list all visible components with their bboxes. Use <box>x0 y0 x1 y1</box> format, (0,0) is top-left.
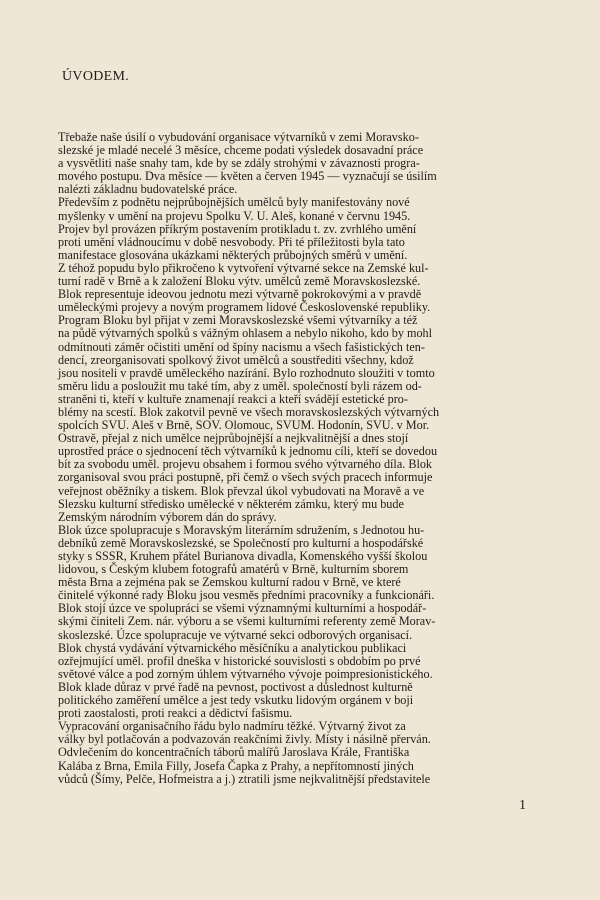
text-line: skými činiteli Zem. nár. výboru a se všemi kulturními referenty země Morav- <box>58 614 436 629</box>
body-text <box>58 131 546 786</box>
text-line: politického zaměření umělce a jest tedy vskutku lidovým orgánem v boji <box>58 693 414 708</box>
text-line: manifestace glosována ukázkami některých průbojných směrů v umění. <box>58 247 408 262</box>
text-line: mového postupu. Dva měsíce — květen a červen 1945 — vyznačují se úsilím <box>58 169 437 184</box>
text-line: veřejnost oběžníky a tiskem. Blok převzal úkol vybudovati na Moravě a ve <box>58 483 425 498</box>
text-line: turní radě v Brně a k založení Bloku výtv. umělců země Moravskoslezské. <box>58 274 421 289</box>
text-line: Ostravě, přejal z nich umělce nejprůbojnější a nejkvalitnější a dnes stojí <box>58 431 409 446</box>
text-line: uprostřed práce o sjednocení těch výtvarníků k jednomu cíli, kteří se dovedou <box>58 444 438 459</box>
text-line: Blok stojí úzce ve spolupráci se všemi významnými kulturními a hospodář- <box>58 601 427 616</box>
text-line: Program Bloku byl přijat v zemi Moravskoslezské všemi výtvarníky a též <box>58 313 418 328</box>
text-line: Blok representuje ideovou jednotu mezi výtvarně pokrokovými a v pravdě <box>58 287 422 302</box>
text-line: Blok chystá vydávání výtvarnického měsíčníku a analytickou publikaci <box>58 640 407 655</box>
text-line: dencí, zreorganisovati spolkový život umělců a soustřediti všechny, kdož <box>58 352 414 367</box>
text-line: blémy na scestí. Blok zakotvil pevně ve všech moravskoslezských výtvarných <box>58 404 440 419</box>
text-line: proti umění vládnoucímu v době nesvobody. Při té příležitosti byla tato <box>58 234 405 249</box>
page-heading: ÚVODEM. <box>62 69 130 84</box>
text-line: a vysvětliti naše snahy tam, kde by se zdály strohými v závaznosti progra- <box>58 156 420 171</box>
page-number: 1 <box>519 798 526 813</box>
text-line: bít za svobodu uměl. projevu obsahem i formou svého výtvarného díla. Blok <box>58 457 433 472</box>
text-line: směru lidu a posloužit mu také tím, aby z uměl. společností byli rázem od- <box>58 378 422 393</box>
text-line: Blok úzce spolupracuje s Moravským literárním sdružením, s Jednotou hu- <box>58 522 425 537</box>
text-line: debníků země Moravskoslezské, se Společností pro kulturní a hospodářské <box>58 535 424 550</box>
text-line: Především z podnětu nejprůbojnějších umělců byly manifestovány nové <box>58 195 410 210</box>
text-line: Z téhož popudu bylo přikročeno k vytvoření výtvarné sekce na Zemské kul- <box>58 260 429 275</box>
text-line: odmítnouti záměr očistiti umění od špíny nacismu a všech fašistických ten- <box>58 339 425 354</box>
text-line: nalézti základnu budovatelské práce. <box>58 182 238 197</box>
text-line: činitelé výkonné rady Bloku jsou vesměs předními pracovníky a funkcionáři. <box>58 588 435 603</box>
text-line: proti zaostalosti, proti reakci a dědictví fašismu. <box>58 706 293 721</box>
text-line: světové válce a pod zorným úhlem výtvarného vývoje poimpresionistického. <box>58 666 433 681</box>
text-line: uměleckými projevy a novým programem lidové Československé republiky. <box>58 300 431 315</box>
text-line: straněni ti, kteří v kultuře znamenají reakci a kteří svádějí estetické pro- <box>58 391 408 406</box>
text-line: Třebaže naše úsilí o vybudování organisace výtvarníků v zemi Moravsko- <box>58 130 419 144</box>
text-line: slezské je mladé necelé 3 měsíce, chceme podati výsledek dosavadní práce <box>58 143 424 158</box>
text-line: vůdců (Šímy, Pelče, Hofmeistra a j.) ztratili jsme nejkvalitnější představitele <box>58 771 431 786</box>
text-line: na půdě výtvarných spolků s vážným ohlasem a nebylo nikoho, kdo by mohl <box>58 326 433 341</box>
text-line: styky s SSSR, Kruhem přátel Burianova divadla, Komenského vyšší školou <box>58 549 428 563</box>
text-line: jsou nositeli v pravdě uměleckého nazírání. Bylo rozhodnuto sloužiti v tomto <box>58 365 435 380</box>
text-line: Zemským národním výborem dán do správy. <box>58 509 277 524</box>
text-line: Vypracování organisačního řádu bylo nadmíru těžké. Výtvarný život za <box>58 719 406 734</box>
text-line: Odvlečením do koncentračních táborů malířů Jaroslava Krále, Františka <box>58 745 410 760</box>
text-line: ozřejmující uměl. profil dneška v historické souvislosti s obdobím po prvé <box>58 653 421 668</box>
text-line: myšlenky v umění na projevu Spolku V. U. Aleš, konané v červnu 1945. <box>58 208 411 223</box>
text-line: města Brna a zejména pak se Zemskou kulturní radou v Brně, ve které <box>58 575 401 590</box>
text-line: války byl potlačován a podvazován reakčními živly. Místy i násilně přerván. <box>58 732 431 747</box>
text-line: zorganisoval svou práci postupně, při čemž o všech svých pracech informuje <box>58 470 433 485</box>
text-line: lidovou, s Českým klubem fotografů amatérů v Brně, kulturním sborem <box>58 562 409 577</box>
text-line: spolcích SVU. Aleš v Brně, SOV. Olomouc, SVUM. Hodonín, SVU. v Mor. <box>58 418 430 433</box>
text-line: Kalába z Brna, Emila Filly, Josefa Čapka z Prahy, a nepřítomností jiných <box>58 758 414 773</box>
text-line: Slezsku kulturní středisko umělecké v některém zámku, který mu bude <box>58 496 404 511</box>
text-line: skoslezské. Úzce spolupracuje ve výtvarné sekci odborových organisací. <box>58 627 413 642</box>
text-line: Blok klade důraz v prvé řadě na pevnost, poctivost a důslednost kulturně <box>58 679 413 694</box>
text-line: Projev byl provázen příkrým postavením protikladu t. zv. zvrhlého umění <box>58 221 417 236</box>
